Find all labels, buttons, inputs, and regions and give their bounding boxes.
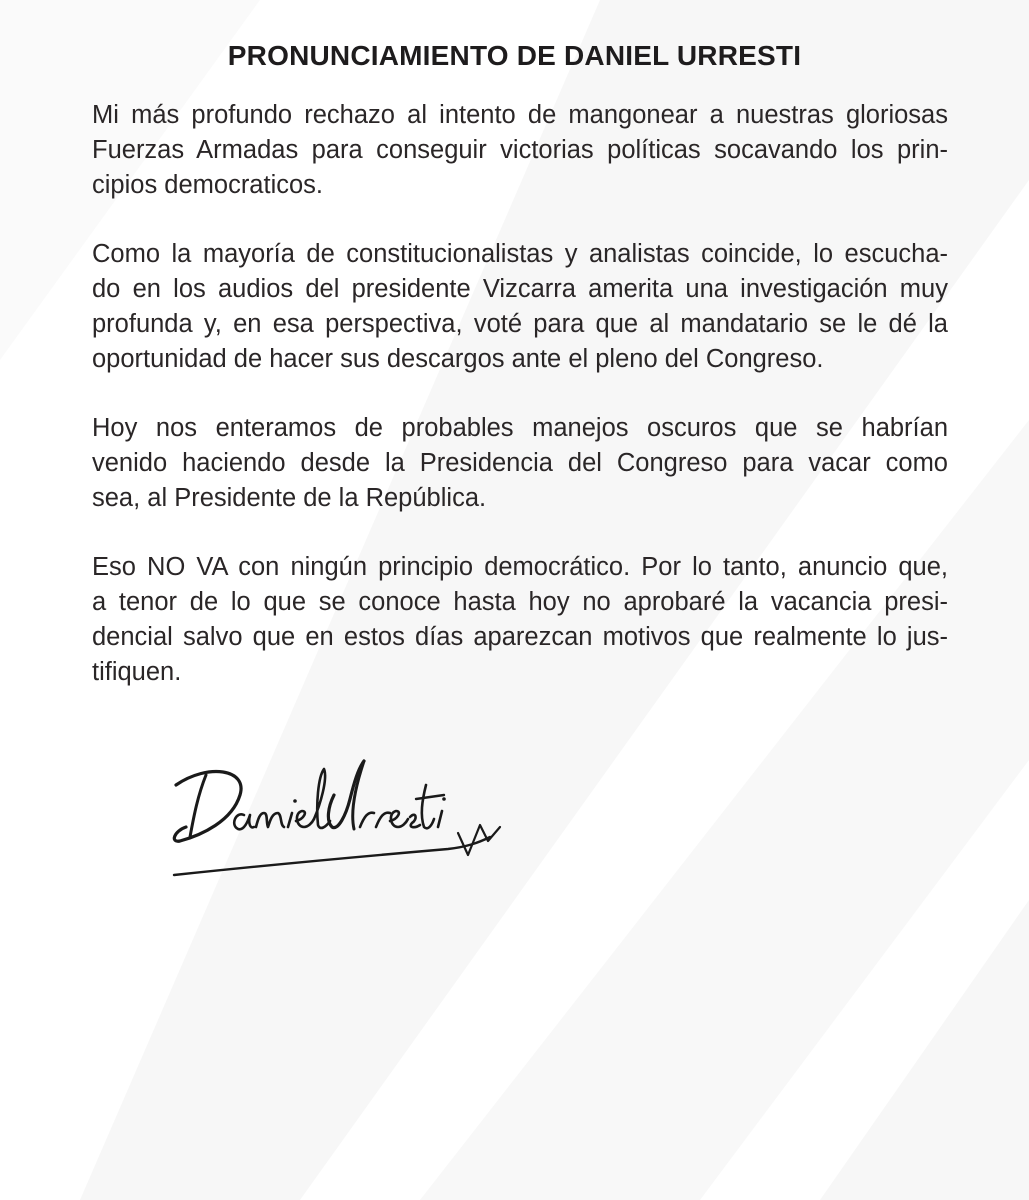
- paragraph-line: Mi más profundo rechazo al intento de mangonear a nuestras gloriosas: [92, 101, 948, 129]
- paragraph-line: Hoy nos enteramos de probables manejos oscuros que se habrían: [92, 414, 948, 442]
- paragraph-line: oportunidad de hacer sus descargos ante el pleno del Congreso.: [92, 345, 824, 373]
- paragraph-line: a tenor de lo que se conoce hasta hoy no aprobaré la vacancia presi-: [92, 588, 948, 616]
- paragraph-line: venido haciendo desde la Presidencia del Congreso para vacar como: [92, 449, 948, 477]
- paragraph-1: [92, 98, 948, 203]
- document-title: PRONUNCIAMIENTO DE DANIEL URRESTI: [227, 40, 802, 71]
- paragraph-3: [92, 411, 948, 516]
- paragraph-line: Eso NO VA con ningún principio democrático. Por lo tanto, anuncio que,: [92, 553, 948, 581]
- document-body: [92, 98, 948, 724]
- paragraph-2: [92, 237, 948, 377]
- paragraph-line: sea, al Presidente de la República.: [92, 484, 487, 512]
- paragraph-line: cipios democraticos.: [92, 171, 324, 199]
- paragraph-line: dencial salvo que en estos días aparezcan motivos que realmente lo jus-: [92, 623, 948, 651]
- paragraph-4: [92, 550, 948, 690]
- paragraph-line: profunda y, en esa perspectiva, voté para que al mandatario se le dé la: [92, 310, 948, 338]
- paragraph-line: Fuerzas Armadas para conseguir victorias políticas socavando los prin-: [92, 136, 948, 164]
- paragraph-line: do en los audios del presidente Vizcarra amerita una investigación muy: [92, 275, 948, 303]
- signature-image: [168, 755, 513, 885]
- paragraph-line: tifiquen.: [92, 658, 182, 686]
- paragraph-line: Como la mayoría de constitucionalistas y analistas coincide, lo escucha-: [92, 240, 948, 268]
